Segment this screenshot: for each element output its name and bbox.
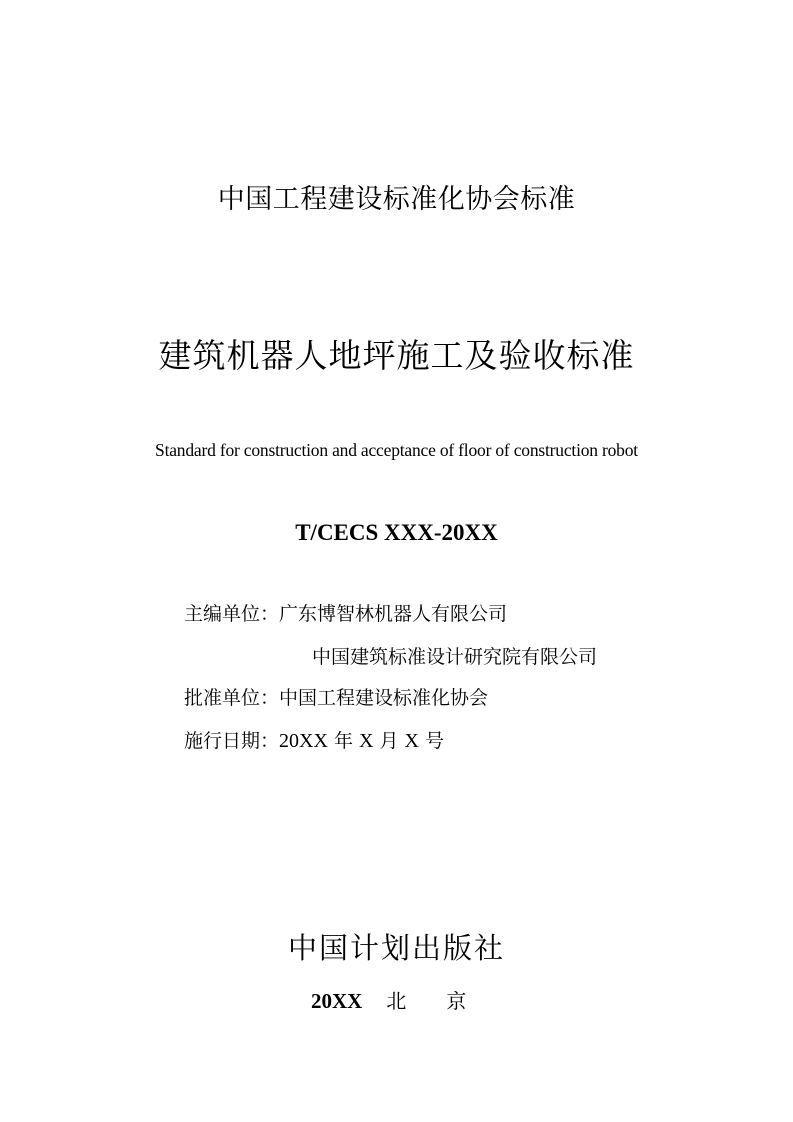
date-month-unit: 月 [373, 730, 405, 752]
publication-year: 20XX [311, 989, 363, 1013]
approver-row [184, 684, 488, 712]
date-day-unit: 号 [419, 730, 445, 752]
association-title: 中国工程建设标准化协会标准 [217, 184, 576, 215]
chief-editor-2: 中国建筑标准设计研究院有限公司 [312, 646, 598, 668]
english-title: Standard for construction and acceptance of floor of construction robot [155, 440, 638, 460]
approver: 中国工程建设标准化协会 [279, 687, 489, 709]
city-part-2: 京 [446, 989, 467, 1013]
chief-editor-1: 广东博智林机器人有限公司 [279, 603, 508, 625]
main-title: 建筑机器人地坪施工及验收标准 [158, 336, 635, 375]
chief-editor-row-2 [312, 643, 597, 671]
date-year: 20XX [279, 730, 328, 752]
approver-label: 批准单位： [184, 687, 280, 709]
date-day: X [404, 730, 419, 752]
chief-editor-label: 主编单位： [184, 603, 280, 625]
effective-date-row [184, 727, 444, 755]
date-label: 施行日期： [184, 730, 280, 752]
city-part-1: 北 [386, 989, 407, 1013]
chief-editor-row [184, 600, 507, 628]
date-month: X [359, 730, 374, 752]
publisher: 中国计划出版社 [287, 931, 505, 965]
standard-number: T/CECS XXX-20XX [295, 520, 498, 545]
date-year-unit: 年 [327, 730, 359, 752]
publication-year-city [311, 986, 466, 1016]
